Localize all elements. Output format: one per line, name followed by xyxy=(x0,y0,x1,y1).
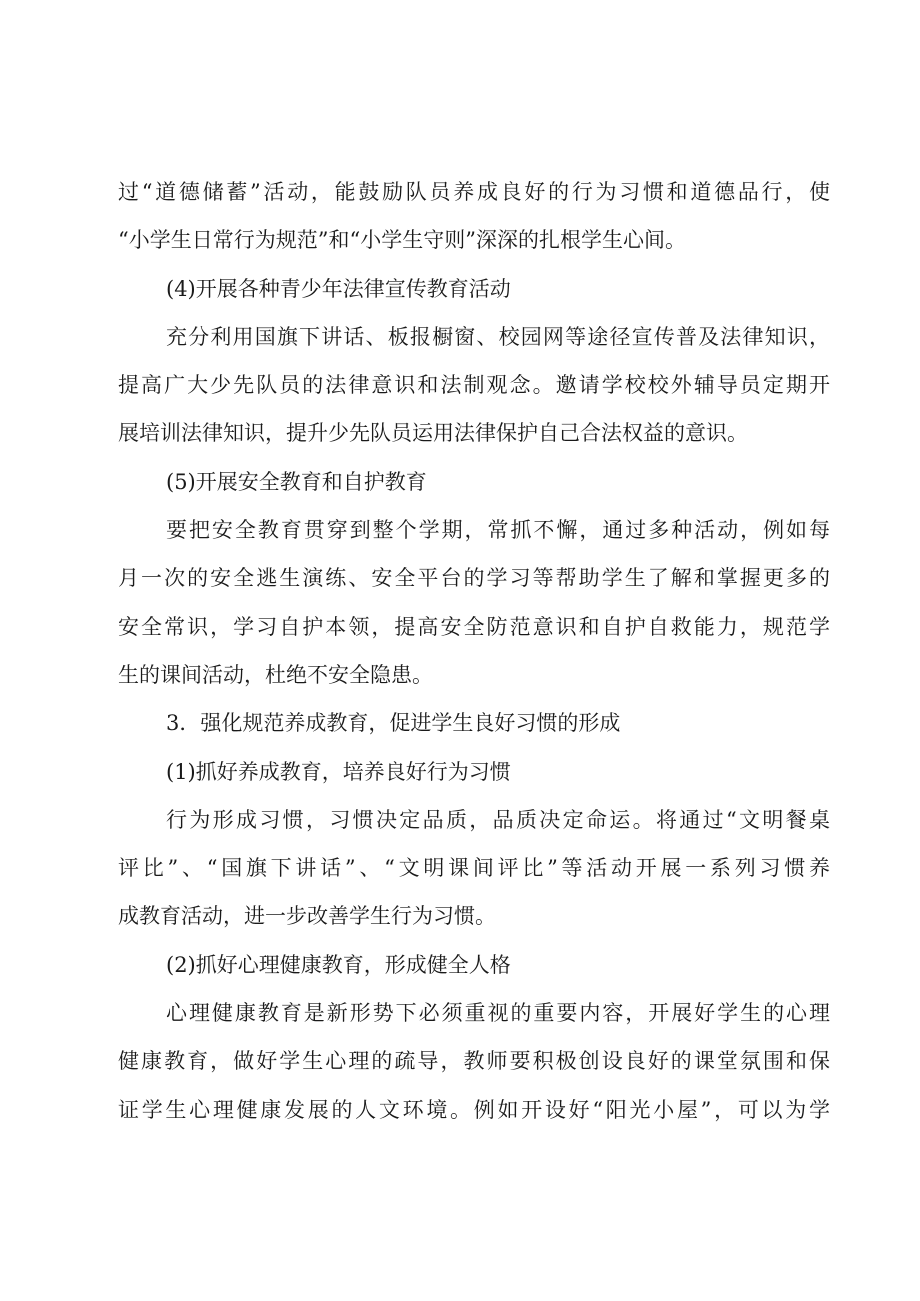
text-line: 成教育活动，进一步改善学生行为习惯。 xyxy=(118,904,496,929)
text-line: 评比”、“国旗下讲话”、“文明课间评比”等活动开展一系列习惯养 xyxy=(118,856,830,881)
text-line: 心理健康教育是新形势下必须重视的重要内容，开展好学生的心理 xyxy=(166,1001,830,1026)
text-line: 行为形成习惯，习惯决定品质，品质决定命运。将通过“文明餐桌 xyxy=(166,807,830,832)
text-line: 安全常识，学习自护本领，提高安全防范意识和自护自救能力，规范学 xyxy=(118,614,830,639)
text-line: 提高广大少先队员的法律意识和法制观念。邀请学校校外辅导员定期开 xyxy=(118,373,830,398)
section-heading: (1)抓好养成教育，培养良好行为习惯 xyxy=(166,759,511,784)
section-heading: (5)开展安全教育和自护教育 xyxy=(166,469,427,494)
text-line: 要把安全教育贯穿到整个学期，常抓不懈，通过多种活动，例如每 xyxy=(166,518,830,543)
text-line: 证学生心理健康发展的人文环境。例如开设好“阳光小屋”，可以为学 xyxy=(118,1097,830,1122)
section-heading: 3．强化规范养成教育，促进学生良好习惯的形成 xyxy=(166,711,621,736)
text-line: 月一次的安全逃生演练、安全平台的学习等帮助学生了解和掌握更多的 xyxy=(118,566,830,591)
section-heading: (2)抓好心理健康教育，形成健全人格 xyxy=(166,952,511,977)
section-heading: (4)开展各种青少年法律宣传教育活动 xyxy=(166,276,511,301)
document-body xyxy=(118,168,830,1134)
text-line: 展培训法律知识，提升少先队员运用法律保护自己合法权益的意识。 xyxy=(118,421,748,446)
text-line: “小学生日常行为规范”和“小学生守则”深深的扎根学生心间。 xyxy=(118,228,686,253)
text-line: 过“道德储蓄”活动，能鼓励队员养成良好的行为习惯和道德品行，使 xyxy=(118,180,830,204)
text-line: 健康教育，做好学生心理的疏导，教师要积极创设良好的课堂氛围和保 xyxy=(118,1049,830,1074)
text-line: 生的课间活动，杜绝不安全隐患。 xyxy=(118,662,433,687)
text-line: 充分利用国旗下讲话、板报橱窗、校园网等途径宣传普及法律知识， xyxy=(166,324,830,349)
